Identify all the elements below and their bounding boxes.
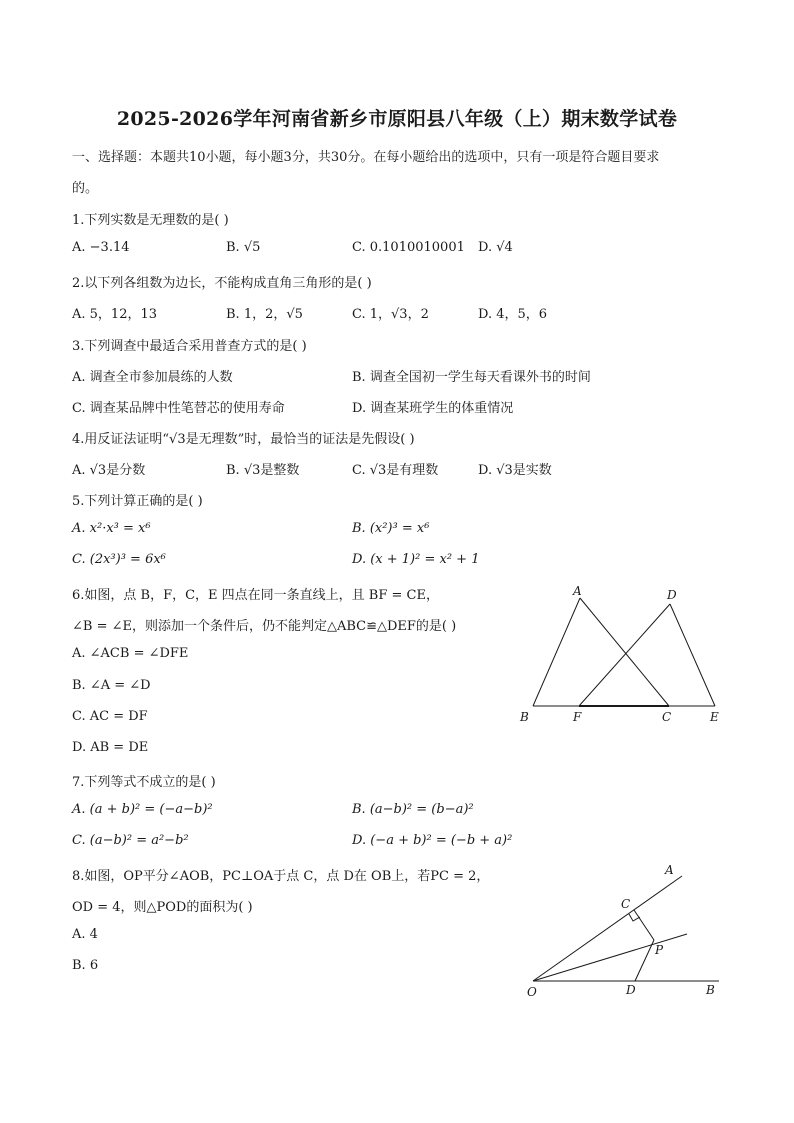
label-b: B <box>706 983 715 997</box>
question-7-option-d: D. (−a + b)² = (−b + a)² <box>352 833 513 848</box>
label-f: F <box>573 710 582 724</box>
label-a: A <box>573 584 582 598</box>
question-5-option-c: C. (2x³)³ = 6x⁶ <box>72 552 166 567</box>
label-a: A <box>665 863 674 877</box>
segment-pc <box>634 910 654 940</box>
question-4-option-a: A. √3是分数 <box>72 463 146 478</box>
section-instructions-line2: 的。 <box>72 181 99 196</box>
question-3-stem: 3.下列调查中最适合采用普查方式的是( ) <box>72 339 307 354</box>
question-5-option-b: B. (x²)³ = x⁶ <box>352 521 430 536</box>
question-8-stem-line1: 8.如图，OP平分∠AOB，PC⊥OA于点 C，点 D在 OB上，若PC = 2， <box>72 869 490 884</box>
right-angle-mark <box>629 914 640 921</box>
ray-oa <box>533 876 682 981</box>
page-title: 2025-2026学年河南省新乡市原阳县八年级（上）期末数学试卷 <box>116 108 678 130</box>
label-d: D <box>626 983 636 997</box>
question-3-option-d: D. 调查某班学生的体重情况 <box>352 401 514 416</box>
question-4-option-c: C. √3是有理数 <box>352 463 439 478</box>
section-instructions-line1: 一、选择题：本题共10小题，每小题3分，共30分。在每小题给出的选项中，只有一项是符合题目要求 <box>72 150 660 165</box>
ray-op <box>533 934 687 981</box>
question-2-option-a: A. 5，12，13 <box>72 307 158 322</box>
label-c: C <box>662 710 672 724</box>
question-7-stem: 7.下列等式不成立的是( ) <box>72 775 216 790</box>
question-1-option-c: C. 0.1010010001 <box>352 240 465 255</box>
question-5-stem: 5.下列计算正确的是( ) <box>72 494 203 509</box>
question-8-stem-line2: OD = 4，则△POD的面积为( ) <box>72 900 253 915</box>
question-4-option-b: B. √3是整数 <box>226 463 300 478</box>
label-p: P <box>655 943 664 957</box>
segment-de <box>670 604 715 706</box>
question-7-option-b: B. (a−b)² = (b−a)² <box>352 802 474 817</box>
label-e: E <box>710 710 719 724</box>
question-1-option-a: A. −3.14 <box>72 240 130 255</box>
question-2-stem: 2.以下列各组数为边长，不能构成直角三角形的是( ) <box>72 276 372 291</box>
segment-pd <box>635 940 654 981</box>
question-4-option-d: D. √3是实数 <box>478 463 552 478</box>
question-1-stem: 1.下列实数是无理数的是( ) <box>72 213 229 228</box>
question-6-stem-line1: 6.如图，点 B，F，C，E 四点在同一条直线上，且 BF = CE， <box>72 588 439 603</box>
question-6-option-d: D. AB = DE <box>72 740 149 755</box>
question-8-option-b: B. 6 <box>72 958 99 973</box>
question-6-option-c: C. AC = DF <box>72 709 148 724</box>
figure-6-triangles <box>515 580 740 730</box>
question-6-option-b: B. ∠A = ∠D <box>72 678 151 693</box>
label-c: C <box>621 897 631 911</box>
question-3-option-a: A. 调查全市参加晨练的人数 <box>72 370 233 385</box>
figure-8-angle-bisector <box>515 860 740 1005</box>
question-7-option-a: A. (a + b)² = (−a−b)² <box>72 802 213 817</box>
question-2-option-c: C. 1，√3，2 <box>352 307 429 322</box>
question-7-option-c: C. (a−b)² = a²−b² <box>72 833 189 848</box>
question-1-option-d: D. √4 <box>478 240 513 255</box>
segment-ab <box>533 598 580 706</box>
question-1-option-b: B. √5 <box>226 240 261 255</box>
question-2-option-d: D. 4，5，6 <box>478 307 548 322</box>
question-2-option-b: B. 1，2，√5 <box>226 307 303 322</box>
question-5-option-d: D. (x + 1)² = x² + 1 <box>352 552 480 567</box>
label-b: B <box>520 710 529 724</box>
question-5-option-a: A. x²·x³ = x⁶ <box>72 521 151 536</box>
label-o: O <box>527 985 537 999</box>
question-6-stem-line2: ∠B = ∠E，则添加一个条件后，仍不能判定△ABC≌△DEF的是( ) <box>72 619 457 634</box>
question-3-option-c: C. 调查某品牌中性笔替芯的使用寿命 <box>72 401 285 416</box>
question-4-stem: 4.用反证法证明“√3是无理数”时，最恰当的证法是先假设( ) <box>72 432 415 447</box>
label-d: D <box>667 588 677 602</box>
question-3-option-b: B. 调查全国初一学生每天看课外书的时间 <box>352 370 591 385</box>
question-8-option-a: A. 4 <box>72 927 98 942</box>
question-6-option-a: A. ∠ACB = ∠DFE <box>72 646 189 661</box>
